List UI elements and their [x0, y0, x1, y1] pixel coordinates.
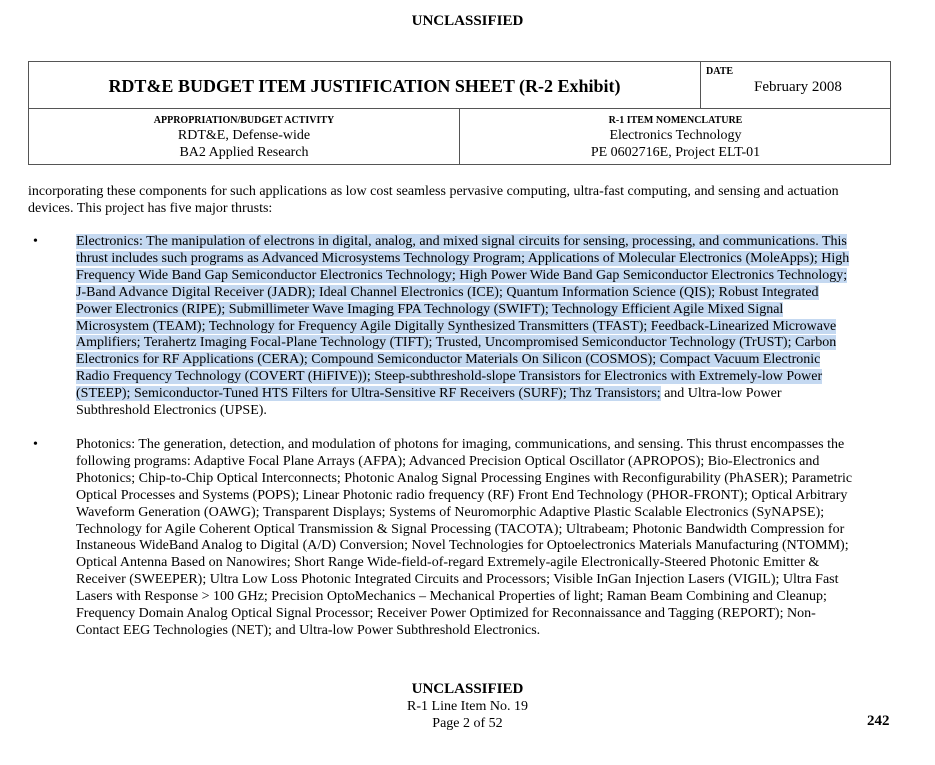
text-line	[76, 251, 891, 268]
highlighted-text[interactable]: J-Band Advance Digital Receiver (JADR); Ideal Channel Electronics (ICE); Quantum Information Science (QIS); Robust Integrated	[76, 284, 819, 300]
appropriation-cell	[29, 108, 460, 165]
nomenclature-cell	[460, 108, 891, 165]
text-line[interactable]: Contact EEG Technologies (NET); and Ultra-low Power Subthreshold Electronics.	[76, 622, 541, 638]
text-line	[76, 302, 891, 319]
highlighted-text[interactable]: Electronics: The manipulation of electrons in digital, analog, and mixed signal circuits for sensing, processing, and communications. This	[76, 234, 847, 249]
text-line	[76, 335, 891, 352]
appropriation-label: APPROPRIATION/BUDGET ACTIVITY	[153, 115, 335, 126]
date-value: February 2008	[754, 79, 842, 95]
electronics-thrust-text[interactable]	[76, 234, 891, 420]
text-line	[76, 319, 891, 336]
text-line	[76, 268, 891, 285]
nomenclature-label: R-1 ITEM NOMENCLATURE	[608, 115, 743, 126]
nomenclature-line-1: Electronics Technology	[609, 128, 742, 143]
text-line[interactable]: Subthreshold Electronics (UPSE).	[76, 403, 267, 419]
text-line	[76, 234, 891, 251]
intro-paragraph	[28, 183, 888, 217]
appropriation-line-2: BA2 Applied Research	[179, 145, 309, 160]
page-indicator: Page 2 of 52	[432, 716, 503, 731]
highlighted-text[interactable]: thrust includes such programs as Advanced Microsystems Technology Program; Applications of Molecular Electronics (MoleApps); High	[76, 250, 850, 266]
highlighted-text[interactable]: (STEEP); Semiconductor-Tuned HTS Filters for Ultra-Sensitive RF Receivers (SURF); Thz Transistors;	[76, 386, 661, 402]
text-line[interactable]: following programs: Adaptive Focal Plane Arrays (AFPA); Advanced Precision Optical Oscillator (APROPOS); Bio-Electronics and	[76, 453, 820, 469]
bullet-icon: •	[33, 437, 38, 452]
text-line[interactable]: Receiver (SWEEPER); Ultra Low Loss Photonic Integrated Circuits and Processors; Visible InGan Injection Lasers (VIGIL); Ultra Fast	[76, 572, 839, 588]
photonics-thrust-text[interactable]	[76, 437, 891, 640]
header-row-details	[29, 108, 890, 165]
line-item: R-1 Line Item No. 19	[407, 699, 528, 714]
text-line[interactable]: Technology for Agile Coherent Optical Transmission & Signal Processing (TACOTA); Ultrabeam; Photonic Bandwidth Compression for	[76, 521, 845, 537]
text-line[interactable]: Optical Processes and Systems (POPS); Linear Photonic radio frequency (RF) Front End Technology (PHOR-FRONT); Optical Arbitrary	[76, 487, 848, 503]
header-row-title	[29, 62, 890, 109]
text-line[interactable]: Photonics; Chip-to-Chip Optical Interconnects; Photonic Analog Signal Processing Engines with Reconfigurability (PhASER); Parametric	[76, 470, 853, 486]
text-line	[76, 352, 891, 369]
highlighted-text[interactable]: Amplifiers; Terahertz Imaging Focal-Plane Technology (TIFT); Trusted, Uncompromised Semiconductor Technology (TrUST); Carbon	[76, 335, 837, 351]
text-line[interactable]: Instaneous WideBand Analog to Digital (A/D) Conversion; Novel Technologies for Optoelectronics Materials Manufacturing (NTOMM);	[76, 538, 849, 554]
date-label: DATE	[706, 66, 734, 77]
text-line[interactable]: Lasers with Response > 100 GHz; Precision OptoMechanics – Mechanical Properties of light; Raman Beam Combining and Cleanup;	[76, 589, 827, 605]
sheet-title: RDT&E BUDGET ITEM JUSTIFICATION SHEET (R-2 Exhibit)	[29, 62, 701, 108]
text-tail[interactable]: and Ultra-low Power	[660, 386, 782, 402]
highlighted-text[interactable]: Frequency Wide Band Gap Semiconductor Electronics Technology; High Power Wide Band Gap Semiconductor Electronics Technology;	[76, 267, 848, 283]
header-table	[28, 61, 891, 165]
text-line	[76, 369, 891, 386]
intro-line: devices. This project has five major thrusts:	[28, 201, 273, 216]
classification-bottom: UNCLASSIFIED	[411, 681, 524, 697]
appropriation-line-1: RDT&E, Defense-wide	[177, 128, 311, 143]
text-line	[76, 386, 891, 403]
text-line[interactable]: Frequency Domain Analog Optical Signal Processor; Receiver Power Optimized for Reconnaissance and Tagging (REPORT); Non-	[76, 606, 816, 622]
intro-line: incorporating these components for such applications as low cost seamless pervasive computing, ultra-fast computing, and sensing and actuation	[28, 184, 839, 199]
nomenclature-line-2: PE 0602716E, Project ELT-01	[590, 145, 761, 160]
highlighted-text[interactable]: Microsystem (TEAM); Technology for Frequency Agile Digitally Synthesized Transmitters (TFAST); Feedback-Linearized Microwave	[76, 318, 837, 334]
highlighted-text[interactable]: Electronics for RF Applications (CERA); Compound Semiconductor Materials On Silicon (COSMOS); Compact Vacuum Electronic	[76, 352, 821, 368]
text-line[interactable]: Waveform Generation (OAWG); Transparent Displays; Systems of Neuromorphic Adaptive Plastic Scalable Electronics (SyNAPSE);	[76, 504, 825, 520]
text-line[interactable]: Optical Antenna Based on Nanowires; Short Range Wide-field-of-regard Extremely-agile Electronically-Steered Photonic Emitter &	[76, 555, 820, 571]
classification-top: UNCLASSIFIED	[411, 13, 524, 29]
page-number: 242	[867, 713, 890, 729]
text-line[interactable]: Photonics: The generation, detection, and modulation of photons for imaging, communications, and sensing. This thrust encompasses the	[76, 437, 845, 452]
bullet-icon: •	[33, 234, 38, 249]
highlighted-text[interactable]: Power Electronics (RIPE); Submillimeter Wave Imaging FPA Technology (SWIFT); Technology Efficient Agile Mixed Signal	[76, 301, 784, 317]
page-footer	[0, 681, 935, 732]
text-line	[76, 285, 891, 302]
highlighted-text[interactable]: Radio Frequency Technology (COVERT (HiFIVE)); Steep-subthreshold-slope Transistors for Electronics with Extremely-low Power	[76, 369, 823, 385]
